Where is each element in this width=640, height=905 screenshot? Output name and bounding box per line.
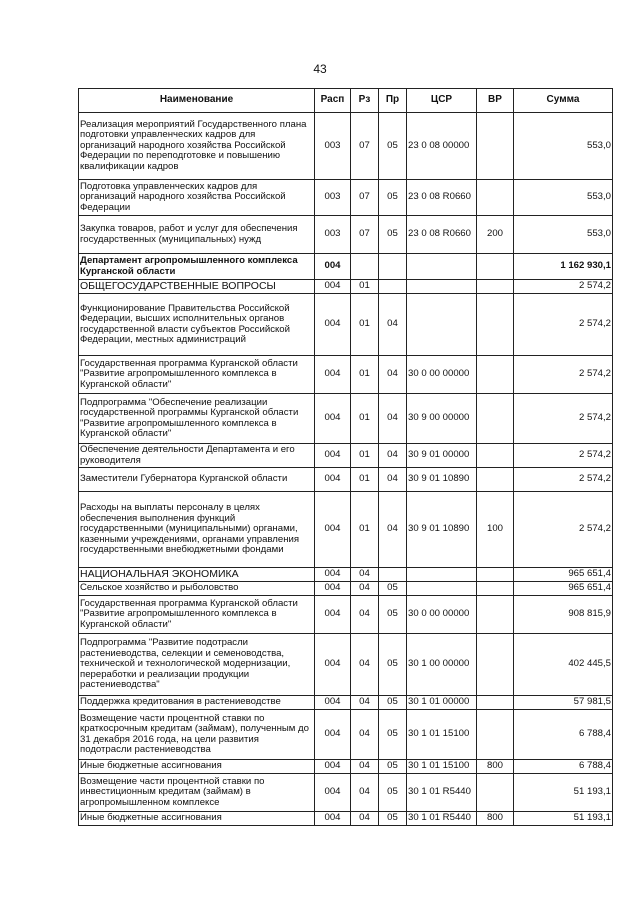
cell-name: Функционирование Правительства Российской Федерации, высших исполнительных органов государственной власти субъектов Российской Федерации, местных администраций	[79, 294, 315, 356]
cell-pr: 05	[379, 113, 407, 180]
table-row	[79, 582, 613, 596]
page-number: 43	[313, 62, 327, 76]
header-row	[79, 89, 613, 113]
cell-sum: 51 193,1	[514, 774, 613, 812]
cell-name: Иные бюджетные ассигнования	[79, 812, 315, 826]
cell-rz: 04	[351, 582, 379, 596]
cell-sum: 6 788,4	[514, 760, 613, 774]
cell-name: Расходы на выплаты персоналу в целях обеспечения выполнения функций государственными (муниципальными) органами, казенными учреждениями, органами управления государственными внебюджетными фондами	[79, 492, 315, 568]
cell-pr: 05	[379, 696, 407, 710]
cell-pr: 04	[379, 356, 407, 394]
cell-rasp: 004	[315, 254, 351, 280]
cell-sum: 553,0	[514, 113, 613, 180]
cell-rasp: 004	[315, 394, 351, 444]
cell-vr	[477, 280, 514, 294]
header-rz: Рз	[351, 89, 379, 113]
cell-sum: 2 574,2	[514, 394, 613, 444]
table-row	[79, 568, 613, 582]
cell-name: Департамент агропромышленного комплекса Курганской области	[79, 254, 315, 280]
cell-vr: 800	[477, 812, 514, 826]
cell-csr: 30 1 01 R5440	[407, 812, 477, 826]
cell-pr: 05	[379, 710, 407, 760]
cell-rz: 01	[351, 468, 379, 492]
cell-rz: 04	[351, 596, 379, 634]
cell-name: Сельское хозяйство и рыболовство	[79, 582, 315, 596]
cell-rz: 07	[351, 113, 379, 180]
cell-csr: 30 9 01 10890	[407, 468, 477, 492]
cell-rz: 01	[351, 492, 379, 568]
cell-csr: 30 1 01 00000	[407, 696, 477, 710]
cell-vr	[477, 582, 514, 596]
table-body	[79, 113, 613, 826]
cell-name: Подготовка управленческих кадров для организаций народного хозяйства Российской Федерации	[79, 180, 315, 216]
cell-pr: 04	[379, 394, 407, 444]
cell-vr	[477, 596, 514, 634]
cell-vr	[477, 444, 514, 468]
cell-vr	[477, 113, 514, 180]
cell-name: Государственная программа Курганской области "Развитие агропромышленного комплекса в Курганской области"	[79, 596, 315, 634]
cell-vr: 200	[477, 216, 514, 254]
cell-vr	[477, 254, 514, 280]
cell-pr: 05	[379, 180, 407, 216]
table-row	[79, 294, 613, 356]
cell-sum: 908 815,9	[514, 596, 613, 634]
cell-sum: 965 651,4	[514, 568, 613, 582]
cell-csr	[407, 582, 477, 596]
cell-rasp: 004	[315, 492, 351, 568]
cell-sum: 2 574,2	[514, 356, 613, 394]
cell-name: Заместители Губернатора Курганской области	[79, 468, 315, 492]
table-row	[79, 444, 613, 468]
cell-name: Реализация мероприятий Государственного плана подготовки управленческих кадров для организаций народного хозяйства Российской Федерации по переподготовке и повышению квалификации кадров	[79, 113, 315, 180]
cell-vr	[477, 294, 514, 356]
table-row	[79, 180, 613, 216]
cell-rz: 04	[351, 760, 379, 774]
header-rasp: Расп	[315, 89, 351, 113]
cell-pr: 05	[379, 774, 407, 812]
cell-rz: 01	[351, 444, 379, 468]
cell-pr: 04	[379, 492, 407, 568]
cell-sum: 2 574,2	[514, 468, 613, 492]
cell-rz: 04	[351, 568, 379, 582]
cell-sum: 2 574,2	[514, 280, 613, 294]
cell-pr: 04	[379, 294, 407, 356]
cell-vr	[477, 696, 514, 710]
cell-name: Государственная программа Курганской области "Развитие агропромышленного комплекса в Курганской области"	[79, 356, 315, 394]
table-row	[79, 280, 613, 294]
header-vr: ВР	[477, 89, 514, 113]
cell-rasp: 004	[315, 696, 351, 710]
cell-sum: 1 162 930,1	[514, 254, 613, 280]
header-csr: ЦСР	[407, 89, 477, 113]
cell-csr: 30 9 01 00000	[407, 444, 477, 468]
cell-name: Обеспечение деятельности Департамента и его руководителя	[79, 444, 315, 468]
cell-csr: 30 9 00 00000	[407, 394, 477, 444]
cell-rasp: 004	[315, 710, 351, 760]
cell-csr	[407, 294, 477, 356]
cell-sum: 2 574,2	[514, 492, 613, 568]
cell-vr	[477, 394, 514, 444]
table-row	[79, 774, 613, 812]
cell-rz: 04	[351, 812, 379, 826]
cell-csr	[407, 568, 477, 582]
cell-rz: 01	[351, 294, 379, 356]
cell-vr	[477, 634, 514, 696]
cell-rasp: 004	[315, 582, 351, 596]
cell-rasp: 004	[315, 356, 351, 394]
cell-name: Подпрограмма "Развитие подотрасли растениеводства, селекции и семеноводства, технической и технологической модернизации, переработки и реализации продукции растениеводства"	[79, 634, 315, 696]
cell-pr: 04	[379, 468, 407, 492]
cell-pr: 05	[379, 582, 407, 596]
cell-pr: 05	[379, 216, 407, 254]
cell-sum: 6 788,4	[514, 710, 613, 760]
cell-pr	[379, 568, 407, 582]
cell-csr: 23 0 08 R0660	[407, 180, 477, 216]
cell-pr	[379, 280, 407, 294]
cell-sum: 965 651,4	[514, 582, 613, 596]
cell-rasp: 004	[315, 444, 351, 468]
cell-rz: 01	[351, 280, 379, 294]
cell-pr: 05	[379, 812, 407, 826]
cell-csr: 30 1 01 R5440	[407, 774, 477, 812]
cell-vr: 800	[477, 760, 514, 774]
cell-vr	[477, 356, 514, 394]
table-row	[79, 356, 613, 394]
table-row	[79, 696, 613, 710]
cell-csr: 30 1 01 15100	[407, 760, 477, 774]
cell-rz: 07	[351, 180, 379, 216]
table-row	[79, 468, 613, 492]
cell-rz: 04	[351, 634, 379, 696]
cell-csr: 30 9 01 10890	[407, 492, 477, 568]
cell-rasp: 004	[315, 760, 351, 774]
header-pr: Пр	[379, 89, 407, 113]
table-row	[79, 812, 613, 826]
cell-rasp: 003	[315, 113, 351, 180]
cell-name: НАЦИОНАЛЬНАЯ ЭКОНОМИКА	[79, 568, 315, 582]
cell-vr	[477, 468, 514, 492]
cell-vr	[477, 710, 514, 760]
cell-csr: 30 1 01 15100	[407, 710, 477, 760]
cell-name: ОБЩЕГОСУДАРСТВЕННЫЕ ВОПРОСЫ	[79, 280, 315, 294]
cell-pr: 04	[379, 444, 407, 468]
cell-sum: 553,0	[514, 216, 613, 254]
header-sum: Сумма	[514, 89, 613, 113]
cell-csr: 30 0 00 00000	[407, 356, 477, 394]
cell-vr	[477, 774, 514, 812]
cell-vr	[477, 180, 514, 216]
cell-sum: 2 574,2	[514, 444, 613, 468]
table-row	[79, 634, 613, 696]
cell-name: Поддержка кредитования в растениеводстве	[79, 696, 315, 710]
cell-rz: 04	[351, 710, 379, 760]
cell-rasp: 004	[315, 634, 351, 696]
cell-name: Возмещение части процентной ставки по краткосрочным кредитам (займам), полученным до 31 декабря 2016 года, на цели развития подотрасли растениеводства	[79, 710, 315, 760]
cell-csr: 30 0 00 00000	[407, 596, 477, 634]
cell-rz: 07	[351, 216, 379, 254]
cell-csr	[407, 254, 477, 280]
cell-csr: 23 0 08 R0660	[407, 216, 477, 254]
cell-vr: 100	[477, 492, 514, 568]
cell-rasp: 004	[315, 774, 351, 812]
cell-rz: 04	[351, 774, 379, 812]
table-row	[79, 710, 613, 760]
cell-rasp: 004	[315, 294, 351, 356]
cell-rasp: 004	[315, 568, 351, 582]
table-row	[79, 394, 613, 444]
table-header	[79, 89, 613, 113]
cell-rasp: 004	[315, 812, 351, 826]
cell-sum: 51 193,1	[514, 812, 613, 826]
cell-rz: 01	[351, 356, 379, 394]
cell-rasp: 003	[315, 180, 351, 216]
cell-name: Подпрограмма "Обеспечение реализации государственной программы Курганской области "Развитие агропромышленного комплекса в Курганской области"	[79, 394, 315, 444]
cell-sum: 553,0	[514, 180, 613, 216]
header-name: Наименование	[79, 89, 315, 113]
cell-sum: 57 981,5	[514, 696, 613, 710]
cell-name: Закупка товаров, работ и услуг для обеспечения государственных (муниципальных) нужд	[79, 216, 315, 254]
table-row	[79, 760, 613, 774]
cell-rasp: 003	[315, 216, 351, 254]
cell-pr: 05	[379, 760, 407, 774]
cell-csr: 23 0 08 00000	[407, 113, 477, 180]
cell-sum: 2 574,2	[514, 294, 613, 356]
cell-sum: 402 445,5	[514, 634, 613, 696]
table-row	[79, 492, 613, 568]
cell-rz	[351, 254, 379, 280]
table-row	[79, 216, 613, 254]
cell-csr: 30 1 00 00000	[407, 634, 477, 696]
table-row	[79, 254, 613, 280]
cell-name: Возмещение части процентной ставки по инвестиционным кредитам (займам) в агропромышленном комплексе	[79, 774, 315, 812]
table-row	[79, 113, 613, 180]
cell-rasp: 004	[315, 596, 351, 634]
cell-rasp: 004	[315, 468, 351, 492]
cell-pr: 05	[379, 596, 407, 634]
cell-rz: 04	[351, 696, 379, 710]
budget-table	[78, 88, 613, 826]
cell-pr	[379, 254, 407, 280]
cell-rz: 01	[351, 394, 379, 444]
cell-pr: 05	[379, 634, 407, 696]
cell-vr	[477, 568, 514, 582]
table-row	[79, 596, 613, 634]
cell-rasp: 004	[315, 280, 351, 294]
cell-name: Иные бюджетные ассигнования	[79, 760, 315, 774]
cell-csr	[407, 280, 477, 294]
